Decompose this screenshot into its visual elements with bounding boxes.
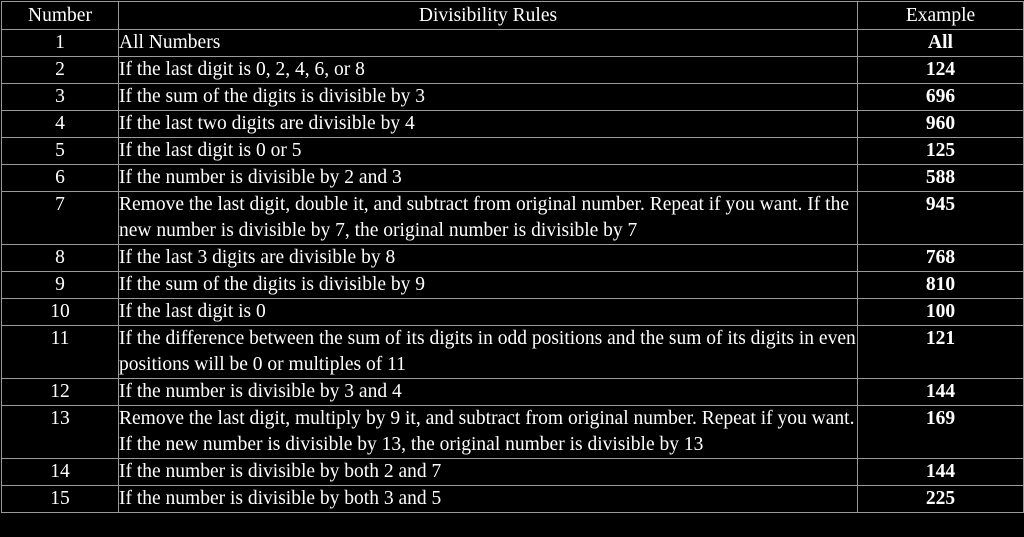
table-row bbox=[2, 486, 1024, 513]
divisibility-rules-table bbox=[1, 1, 1024, 513]
row-rule: If the number is divisible by 2 and 3 bbox=[119, 165, 858, 192]
table-row bbox=[2, 111, 1024, 138]
row-example: 768 bbox=[858, 245, 1024, 272]
table-row bbox=[2, 165, 1024, 192]
table-row bbox=[2, 245, 1024, 272]
table-row bbox=[2, 299, 1024, 326]
row-number: 1 bbox=[2, 30, 119, 57]
row-rule: If the sum of the digits is divisible by 9 bbox=[119, 272, 858, 299]
row-number: 4 bbox=[2, 111, 119, 138]
row-example: 144 bbox=[858, 379, 1024, 406]
row-number: 2 bbox=[2, 57, 119, 84]
row-rule: If the last digit is 0 bbox=[119, 299, 858, 326]
row-number: 15 bbox=[2, 486, 119, 513]
table-row bbox=[2, 84, 1024, 111]
row-rule: If the sum of the digits is divisible by 3 bbox=[119, 84, 858, 111]
row-rule: If the number is divisible by both 3 and 5 bbox=[119, 486, 858, 513]
row-number: 7 bbox=[2, 192, 119, 245]
row-number: 14 bbox=[2, 459, 119, 486]
row-example: 225 bbox=[858, 486, 1024, 513]
row-rule: If the number is divisible by 3 and 4 bbox=[119, 379, 858, 406]
row-rule: If the number is divisible by both 2 and 7 bbox=[119, 459, 858, 486]
header-row bbox=[2, 2, 1024, 30]
table-header bbox=[2, 2, 1024, 30]
row-example: 125 bbox=[858, 138, 1024, 165]
table-row bbox=[2, 406, 1024, 459]
table-row bbox=[2, 379, 1024, 406]
row-example: 696 bbox=[858, 84, 1024, 111]
table-body bbox=[2, 30, 1024, 513]
table-row bbox=[2, 272, 1024, 299]
row-rule: If the last digit is 0, 2, 4, 6, or 8 bbox=[119, 57, 858, 84]
row-example: 169 bbox=[858, 406, 1024, 459]
row-number: 6 bbox=[2, 165, 119, 192]
header-example: Example bbox=[858, 2, 1024, 30]
row-example: 945 bbox=[858, 192, 1024, 245]
row-number: 9 bbox=[2, 272, 119, 299]
table-row bbox=[2, 57, 1024, 84]
row-rule: If the last two digits are divisible by 4 bbox=[119, 111, 858, 138]
row-example: 121 bbox=[858, 326, 1024, 379]
row-example: 960 bbox=[858, 111, 1024, 138]
row-rule: Remove the last digit, double it, and subtract from original number. Repeat if you want. If the new number is divisible by 7, the original number is divisible by 7 bbox=[119, 192, 858, 245]
row-example: 124 bbox=[858, 57, 1024, 84]
table-row bbox=[2, 326, 1024, 379]
row-example: 810 bbox=[858, 272, 1024, 299]
row-number: 3 bbox=[2, 84, 119, 111]
row-rule: If the last 3 digits are divisible by 8 bbox=[119, 245, 858, 272]
row-example: 100 bbox=[858, 299, 1024, 326]
row-rule: If the difference between the sum of its digits in odd positions and the sum of its digits in even positions will be 0 or multiples of 11 bbox=[119, 326, 858, 379]
row-example: 588 bbox=[858, 165, 1024, 192]
table-row bbox=[2, 459, 1024, 486]
row-rule: Remove the last digit, multiply by 9 it, and subtract from original number. Repeat if you want. If the new number is divisible by 13, the original number is divisible by 13 bbox=[119, 406, 858, 459]
row-number: 13 bbox=[2, 406, 119, 459]
row-number: 11 bbox=[2, 326, 119, 379]
row-example: 144 bbox=[858, 459, 1024, 486]
row-example: All bbox=[858, 30, 1024, 57]
table-row bbox=[2, 138, 1024, 165]
header-divisibility-rules: Divisibility Rules bbox=[119, 2, 858, 30]
table-row bbox=[2, 192, 1024, 245]
row-rule: All Numbers bbox=[119, 30, 858, 57]
header-number: Number bbox=[2, 2, 119, 30]
row-rule: If the last digit is 0 or 5 bbox=[119, 138, 858, 165]
row-number: 12 bbox=[2, 379, 119, 406]
table-row bbox=[2, 30, 1024, 57]
row-number: 8 bbox=[2, 245, 119, 272]
row-number: 10 bbox=[2, 299, 119, 326]
row-number: 5 bbox=[2, 138, 119, 165]
